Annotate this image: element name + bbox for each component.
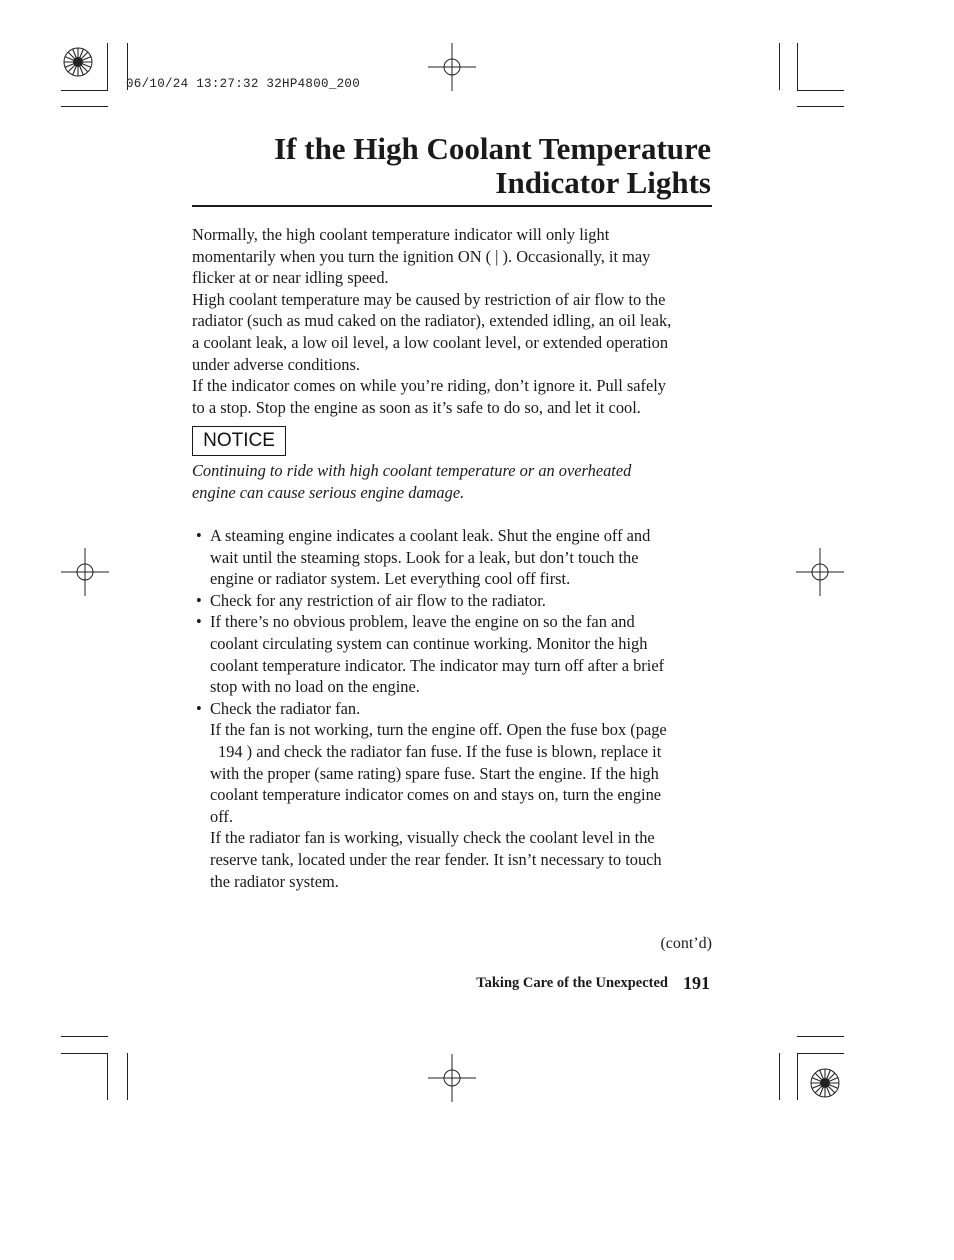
crop-mark — [797, 1053, 844, 1054]
text-line: engine or radiator system. Let everything cool off first. — [210, 569, 571, 589]
crosshair-registration-icon — [796, 548, 844, 596]
title-divider — [192, 205, 712, 207]
notice-label: NOTICE — [192, 426, 286, 456]
text-line: radiator (such as mud caked on the radiator), extended idling, an oil leak, — [192, 311, 672, 331]
text-line: stop with no load on the engine. — [210, 677, 420, 697]
text-line: Continuing to ride with high coolant temperature or an overheated — [192, 461, 632, 480]
text-line: coolant temperature indicator comes on and stays on, turn the engine — [210, 785, 662, 805]
crop-mark — [797, 1036, 844, 1037]
bullet-list — [196, 525, 716, 892]
text-line: 194 ) and check the radiator fan fuse. If the fuse is blown, replace it — [218, 741, 662, 761]
text-line: Check the radiator fan. — [210, 698, 361, 718]
text-line: coolant circulating system can continue working. Monitor the high — [210, 633, 648, 653]
list-item — [196, 611, 716, 697]
bullet-dot: • — [196, 526, 202, 545]
text-line: reserve tank, located under the rear fender. It isn’t necessary to touch — [210, 849, 662, 869]
crosshair-registration-icon — [61, 548, 109, 596]
crop-mark — [107, 1053, 108, 1100]
text-line: A steaming engine indicates a coolant leak. Shut the engine off and — [210, 526, 651, 545]
page-title-line: Indicator Lights — [495, 165, 711, 200]
page-number: 191 — [683, 973, 710, 993]
text-line: High coolant temperature may be caused by restriction of air flow to the — [192, 289, 666, 309]
text-line: If the fan is not working, turn the engine off. Open the fuse box (page — [210, 720, 667, 740]
text-line: off. — [210, 806, 233, 826]
registration-starburst-icon — [62, 46, 94, 78]
text-line: under adverse conditions. — [192, 354, 360, 374]
registration-starburst-icon — [809, 1067, 841, 1099]
text-line: the radiator system. — [210, 871, 339, 891]
text-line: to a stop. Stop the engine as soon as it’s safe to do so, and let it cool. — [192, 397, 641, 417]
text-line: momentarily when you turn the ignition ON ( | ). Occasionally, it may — [192, 246, 651, 266]
text-line: If there’s no obvious problem, leave the engine on so the fan and — [210, 612, 635, 632]
crop-mark — [61, 1053, 108, 1054]
crop-mark — [61, 90, 108, 91]
text-line: wait until the steaming stops. Look for a leak, but don’t touch the — [210, 547, 639, 567]
footer-section-title: Taking Care of the Unexpected — [476, 975, 668, 991]
intro-text — [192, 224, 716, 418]
text-line: coolant temperature indicator. The indicator may turn off after a brief — [210, 655, 665, 675]
bullet-dot: • — [196, 590, 202, 610]
crop-mark — [797, 90, 844, 91]
page-title — [192, 132, 711, 200]
crop-mark — [127, 1053, 128, 1100]
list-item — [196, 590, 716, 612]
crop-mark — [779, 1053, 780, 1100]
bullet-dot: • — [196, 612, 202, 632]
continued-note: (cont’d) — [660, 935, 712, 952]
crop-mark — [61, 106, 108, 107]
text-line: a coolant leak, a low oil level, a low coolant level, or extended operation — [192, 332, 669, 352]
text-line: Check for any restriction of air flow to the radiator. — [210, 590, 546, 610]
bullet-dot: • — [196, 698, 202, 718]
crop-mark — [779, 43, 780, 90]
text-line: If the indicator comes on while you’re riding, don’t ignore it. Pull safely — [192, 376, 667, 396]
crop-mark — [797, 1053, 798, 1100]
crosshair-registration-icon — [428, 1054, 476, 1102]
print-timestamp: 06/10/24 13:27:32 32HP4800_200 — [126, 77, 361, 91]
crop-mark — [797, 43, 798, 90]
crop-mark — [797, 106, 844, 107]
crop-mark — [61, 1036, 108, 1037]
list-item — [196, 698, 716, 892]
text-line: Normally, the high coolant temperature indicator will only light — [192, 225, 610, 244]
text-line: with the proper (same rating) spare fuse. Start the engine. If the high — [210, 763, 659, 783]
text-line: engine can cause serious engine damage. — [192, 482, 465, 502]
notice-text — [192, 460, 716, 503]
crop-mark — [107, 43, 108, 90]
text-line: If the radiator fan is working, visually check the coolant level in the — [210, 828, 655, 848]
text-line: flicker at or near idling speed. — [192, 268, 389, 288]
list-item — [196, 525, 716, 590]
crosshair-registration-icon — [428, 43, 476, 91]
page-title-line: If the High Coolant Temperature — [274, 131, 711, 166]
